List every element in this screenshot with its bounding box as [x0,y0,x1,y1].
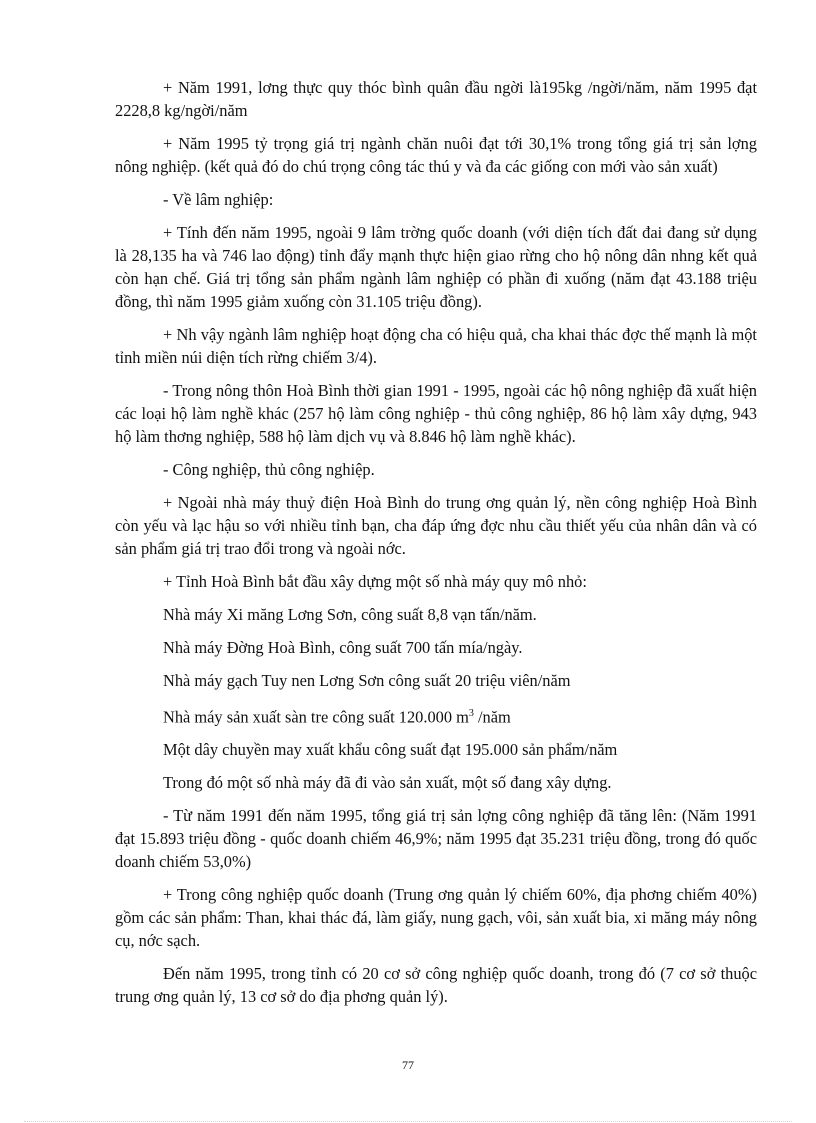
paragraph-industrial-output: - Từ năm 1991 đến năm 1995, tổng giá trị sản lợng công nghiệp đã tăng lên: (Năm 1991 đạt 15.893 triệu đồng - quốc doanh chiếm 46,9%; năm 1995 đạt 35.231 triệu đồng, trong đó quốc doanh chiếm 53,0%) [115,806,757,872]
factory-item-garment-line: Một dây chuyền may xuất khẩu công suất đạt 195.000 sản phẩm/năm [163,740,618,760]
factory-item-sugar: Nhà máy Đờng Hoà Bình, công suất 700 tấn mía/ngày. [163,638,523,657]
bamboo-factory-suffix: /năm [473,707,511,727]
paragraph-food-per-capita: + Năm 1991, lơng thực quy thóc bình quân đầu ngời là195kg /ngời/năm, năm 1995 đạt 2228,8 kg/ngời/năm [115,78,757,120]
paragraph-state-industry-products: + Trong công nghiệp quốc doanh (Trung ơng quản lý chiếm 60%, địa phơng chiếm 40%) gồm các sản phẩm: Than, khai thác đá, làm giấy, nung gạch, vôi, sản xuất bia, xi măng máy nông cụ, nớc sạch. [115,885,757,951]
paragraph-rural-households: - Trong nông thôn Hoà Bình thời gian 1991 - 1995, ngoài các hộ nông nghiệp đã xuất hiện các loại hộ làm nghề khác (257 hộ làm công nghiệp - thủ công nghiệp, 86 hộ làm xây dựng, 943 hộ làm thơng nghiệp, 588 hộ làm dịch vụ và 8.846 hộ làm nghề khác). [115,381,757,446]
heading-industry: - Công nghiệp, thủ công nghiệp. [163,460,375,479]
factory-item-bamboo-floor [115,702,757,728]
factory-status-line: Trong đó một số nhà máy đã đi vào sản xuất, một số đang xây dựng. [163,773,612,793]
bamboo-factory-text: Nhà máy sản xuất sàn tre công suất 120.000 m [163,707,469,727]
superscript-cubic: 3 [468,708,474,719]
paragraph-livestock-share: + Năm 1995 tỷ trọng giá trị ngành chăn nuôi đạt tới 30,1% trong tổng giá trị sản lợng nông nghiệp. (kết quả đó do chú trọng công tác thú y và đa các giống con mới vào sản xuất) [115,134,757,176]
paragraph-forestry-effectiveness: + Nh vậy ngành lâm nghiệp hoạt động cha có hiệu quả, cha khai thác đợc thế mạnh là một tỉnh miền núi diện tích rừng chiếm 3/4). [115,325,757,367]
bottom-divider [24,1121,792,1122]
paragraph-forestry-enterprises: + Tính đến năm 1995, ngoài 9 lâm trờng quốc doanh (với diện tích đất đai đang sử dụng là 28,135 ha và 746 lao động) tỉnh đẩy mạnh thực hiện giao rừng cho hộ nông dân nhng kết quả còn hạn chế. Giá trị tổng sản phẩm ngành lâm nghiệp có phần đi xuống (năm đạt 43.188 triệu đồng, thì năm 1995 giảm xuống còn 31.105 triệu đồng). [115,223,757,311]
paragraph-state-enterprise-count: Đến năm 1995, trong tỉnh có 20 cơ sở công nghiệp quốc doanh, trong đó (7 cơ sở thuộc trung ơng quản lý, 13 cơ sở do địa phơng quản lý). [115,964,757,1007]
page-number: 77 [402,1058,414,1072]
paragraph-hydropower: + Ngoài nhà máy thuỷ điện Hoà Bình do trung ơng quản lý, nền công nghiệp Hoà Bình còn yếu và lạc hậu so với nhiều tỉnh bạn, cha đáp ứng đợc nhu cầu thiết yếu của nhân dân và có sản phẩm giá trị trao đổi trong và ngoài nớc. [115,493,757,558]
factory-item-cement: Nhà máy Xi măng Lơng Sơn, công suất 8,8 vạn tấn/năm. [163,605,537,624]
paragraph-small-factories-intro: + Tỉnh Hoà Bình bắt đầu xây dựng một số nhà máy quy mô nhỏ: [163,572,587,591]
factory-item-bricks: Nhà máy gạch Tuy nen Lơng Sơn công suất 20 triệu viên/năm [163,671,571,690]
heading-forestry: - Về lâm nghiệp: [163,190,274,209]
document-body [115,76,757,1008]
